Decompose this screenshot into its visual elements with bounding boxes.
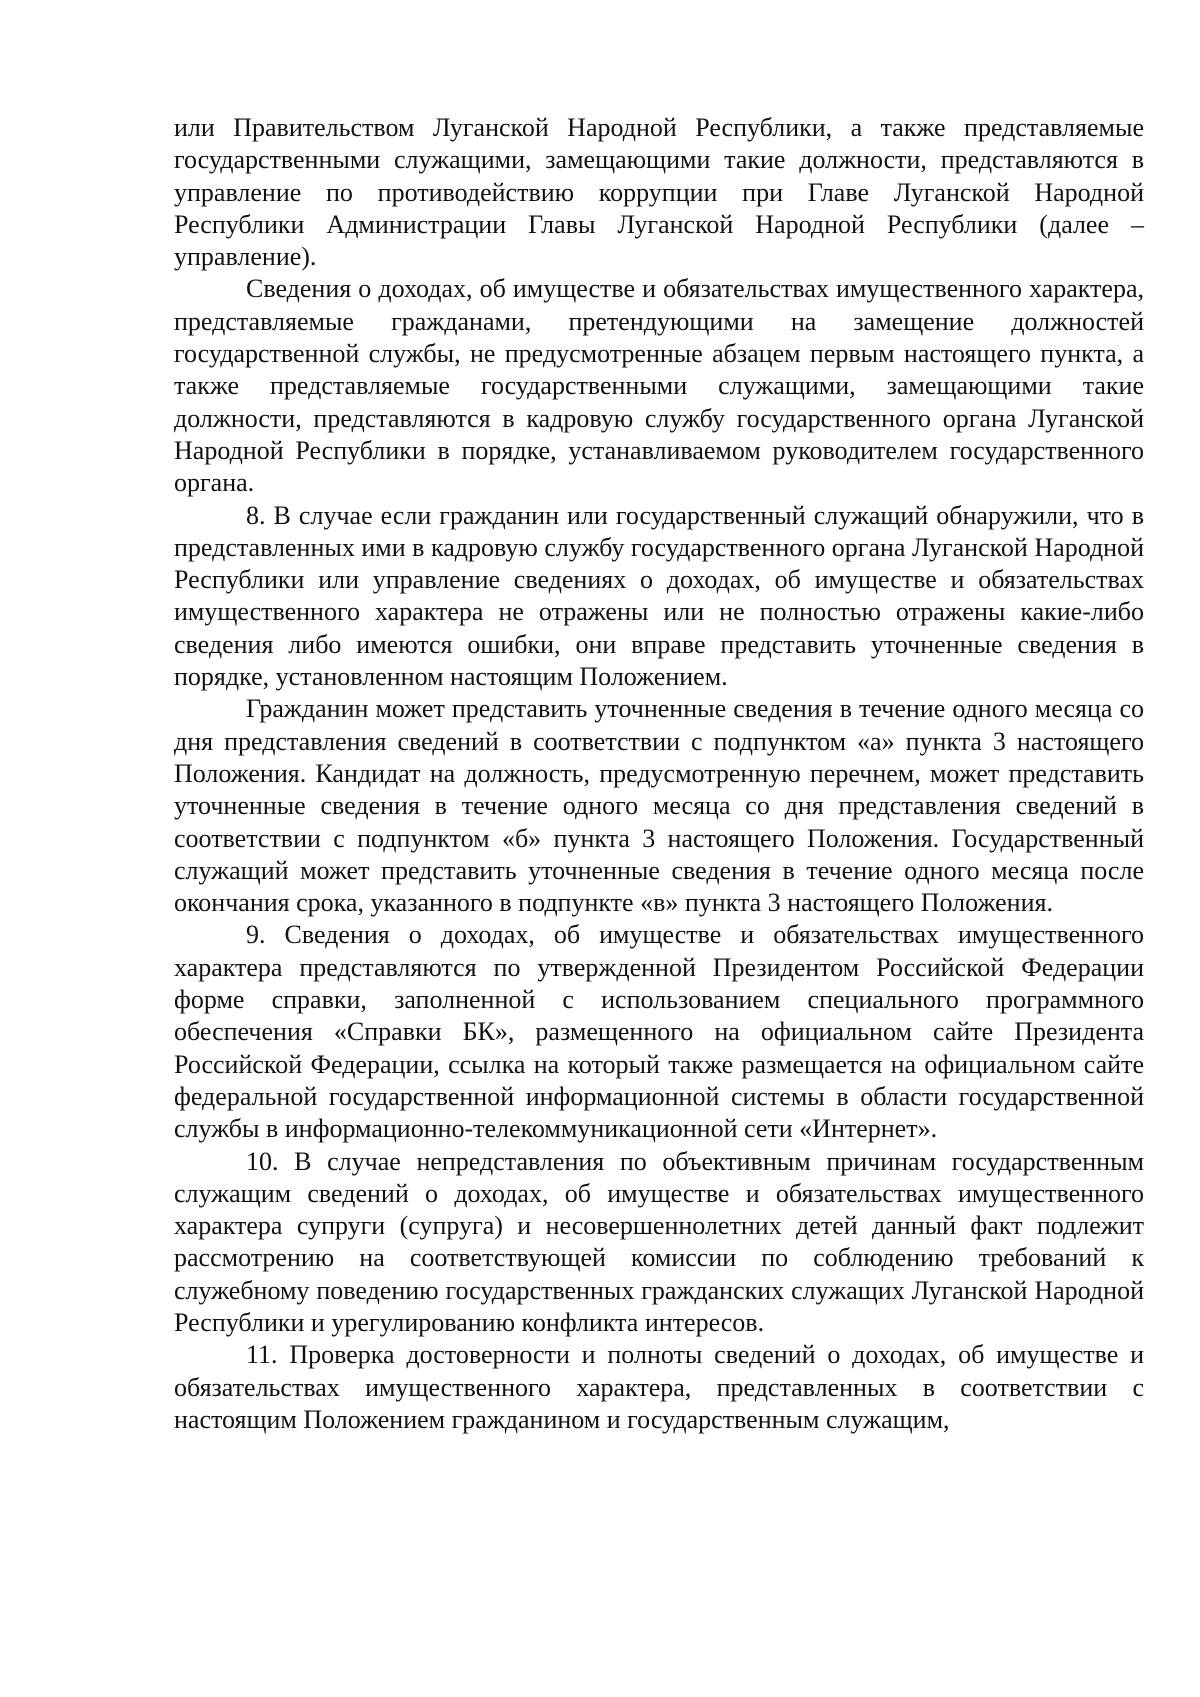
paragraph-8: 8. В случае если гражданин или государственный служащий обнаружили, что в представленных ими в кадровую службу государственного органа Луганской Народной Республики или управление сведениях о доходах, об имуществе и обязательствах имущественного характера не отражены или не полностью отражены какие-либо сведения либо имеются ошибки, они вправе представить уточненные сведения в порядке, установленном настоящим Положением.: [174, 500, 1144, 692]
paragraph-7-abs2: Сведения о доходах, об имуществе и обязательствах имущественного характера, представляемые гражданами, претендующими на замещение должностей государственной службы, не предусмотренные абзацем первым настоящего пункта, а также представляемые государственными служащими, замещающими такие должности, представляются в кадровую службу государственного органа Луганской Народной Республики в порядке, устанавливаемом руководителем государственного органа.: [174, 274, 1144, 498]
paragraph-continuation: или Правительством Луганской Народной Республики, а также представляемые государственными служащими, замещающими такие должности, представляются в управление по противодействию коррупции при Главе Луганской Народной Республики Администрации Главы Луганской Народной Республики (далее – управление).: [174, 113, 1144, 272]
paragraph-9: 9. Сведения о доходах, об имуществе и обязательствах имущественного характера представляются по утвержденной Президентом Российской Федерации форме справки, заполненной с использованием специального программного обеспечения «Справки БК», размещенного на официальном сайте Президента Российской Федерации, ссылка на который также размещается на официальном сайте федеральной государственной информационной системы в области государственной службы в информационно-телекоммуникационной сети «Интернет».: [174, 920, 1144, 1144]
paragraph-11: 11. Проверка достоверности и полноты сведений о доходах, об имуществе и обязательствах имущественного характера, представленных в соответствии с настоящим Положением гражданином и государственным служащим,: [174, 1340, 1144, 1434]
document-page: [174, 112, 1144, 1436]
paragraph-8-abs2: Гражданин может представить уточненные сведения в течение одного месяца со дня представления сведений в соответствии с подпунктом «а» пункта 3 настоящего Положения. Кандидат на должность, предусмотренную перечнем, может представить уточненные сведения в течение одного месяца со дня представления сведений в соответствии с подпунктом «б» пункта 3 настоящего Положения. Государственный служащий может представить уточненные сведения в течение одного месяца после окончания срока, указанного в подпункте «в» пункта 3 настоящего Положения.: [174, 694, 1144, 918]
paragraph-10: 10. В случае непредставления по объективным причинам государственным служащим сведений о доходах, об имуществе и обязательствах имущественного характера супруги (супруга) и несовершеннолетних детей данный факт подлежит рассмотрению на соответствующей комиссии по соблюдению требований к служебному поведению государственных гражданских служащих Луганской Народной Республики и урегулированию конфликта интересов.: [174, 1146, 1144, 1337]
